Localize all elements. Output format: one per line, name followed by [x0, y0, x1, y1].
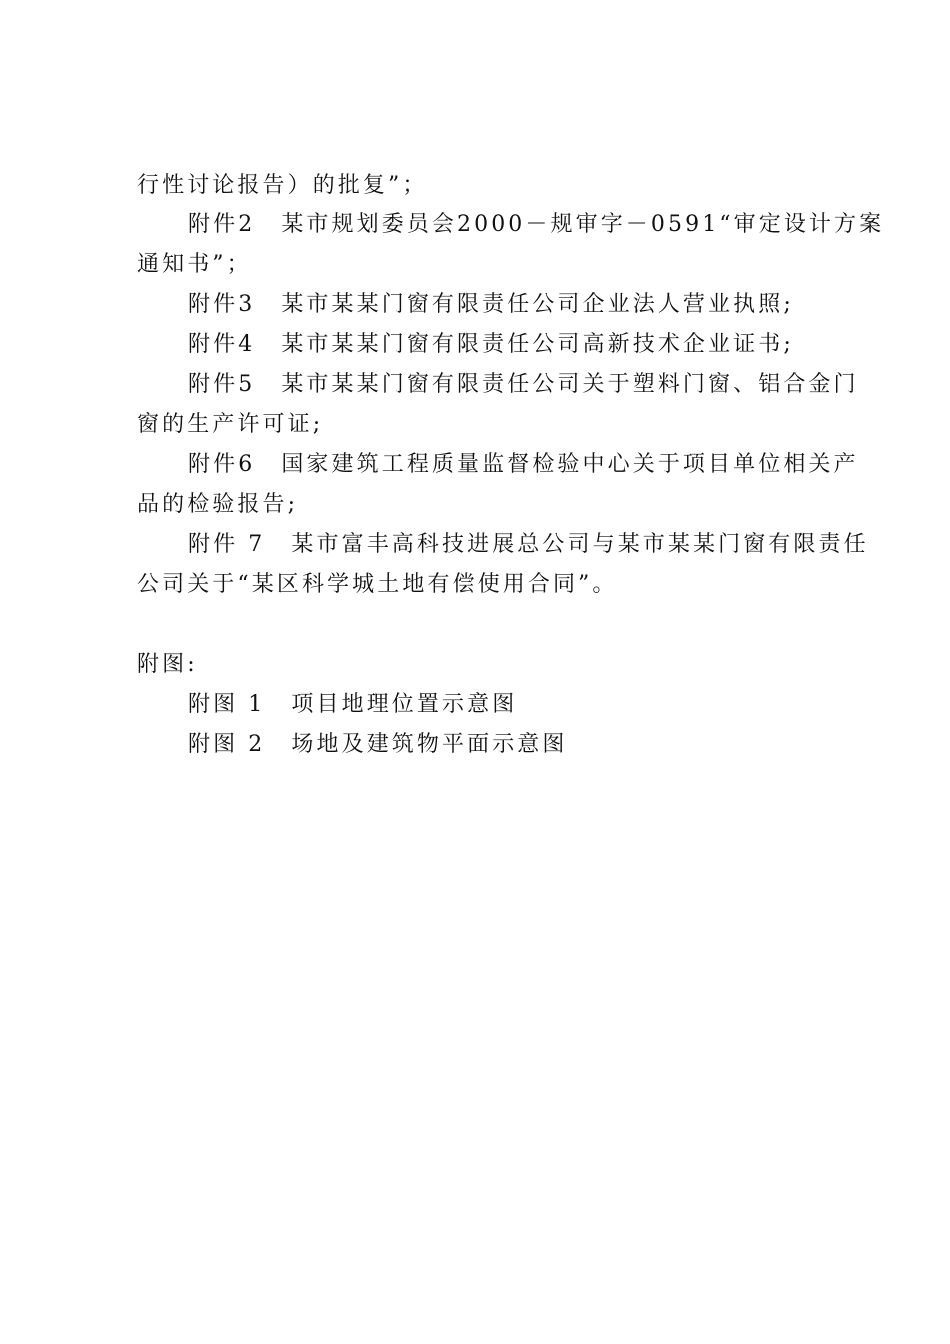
attachment-2-label: 附件2	[188, 212, 256, 237]
attachment-5-continuation: 窗的生产许可证;	[137, 412, 324, 437]
attachment-5-label: 附件5	[188, 372, 256, 397]
attachment-4-label: 附件4	[188, 332, 256, 357]
attachment-2	[188, 211, 884, 239]
figure-2	[188, 731, 568, 759]
figure-1-text: 项目地理位置示意图	[291, 692, 518, 717]
attachment-3-text: 某市某某门窗有限责任公司企业法人营业执照;	[281, 292, 794, 317]
attachment-6	[188, 451, 859, 479]
figure-1-label: 附图 1	[188, 692, 266, 717]
attachment-3	[188, 291, 794, 319]
figure-2-text: 场地及建筑物平面示意图	[291, 732, 568, 757]
attachment-7-continuation: 公司关于“某区科学城土地有偿使用合同”。	[137, 572, 618, 597]
attachment-4	[188, 331, 794, 359]
attachment-7-text: 某市富丰高科技进展总公司与某市某某门窗有限责任	[291, 532, 869, 557]
attachment-5	[188, 371, 859, 399]
figure-2-label: 附图 2	[188, 732, 266, 757]
attachment-7-label: 附件 7	[188, 532, 266, 557]
continuation-line-attachment-1: 行性讨论报告）的批复”；	[137, 173, 428, 198]
attachment-5-text: 某市某某门窗有限责任公司关于塑料门窗、铝合金门	[281, 372, 859, 397]
attachment-2-continuation: 通知书”；	[137, 252, 252, 277]
attachment-6-text: 国家建筑工程质量监督检验中心关于项目单位相关产	[281, 452, 859, 477]
figures-heading: 附图:	[137, 652, 198, 677]
attachment-2-text: 某市规划委员会2000－规审字－0591“审定设计方案	[281, 212, 885, 237]
attachment-4-text: 某市某某门窗有限责任公司高新技术企业证书;	[281, 332, 794, 357]
figure-1	[188, 691, 517, 719]
attachment-3-label: 附件3	[188, 292, 256, 317]
attachment-7	[188, 531, 869, 559]
attachment-6-continuation: 品的检验报告;	[137, 492, 299, 517]
attachment-6-label: 附件6	[188, 452, 256, 477]
